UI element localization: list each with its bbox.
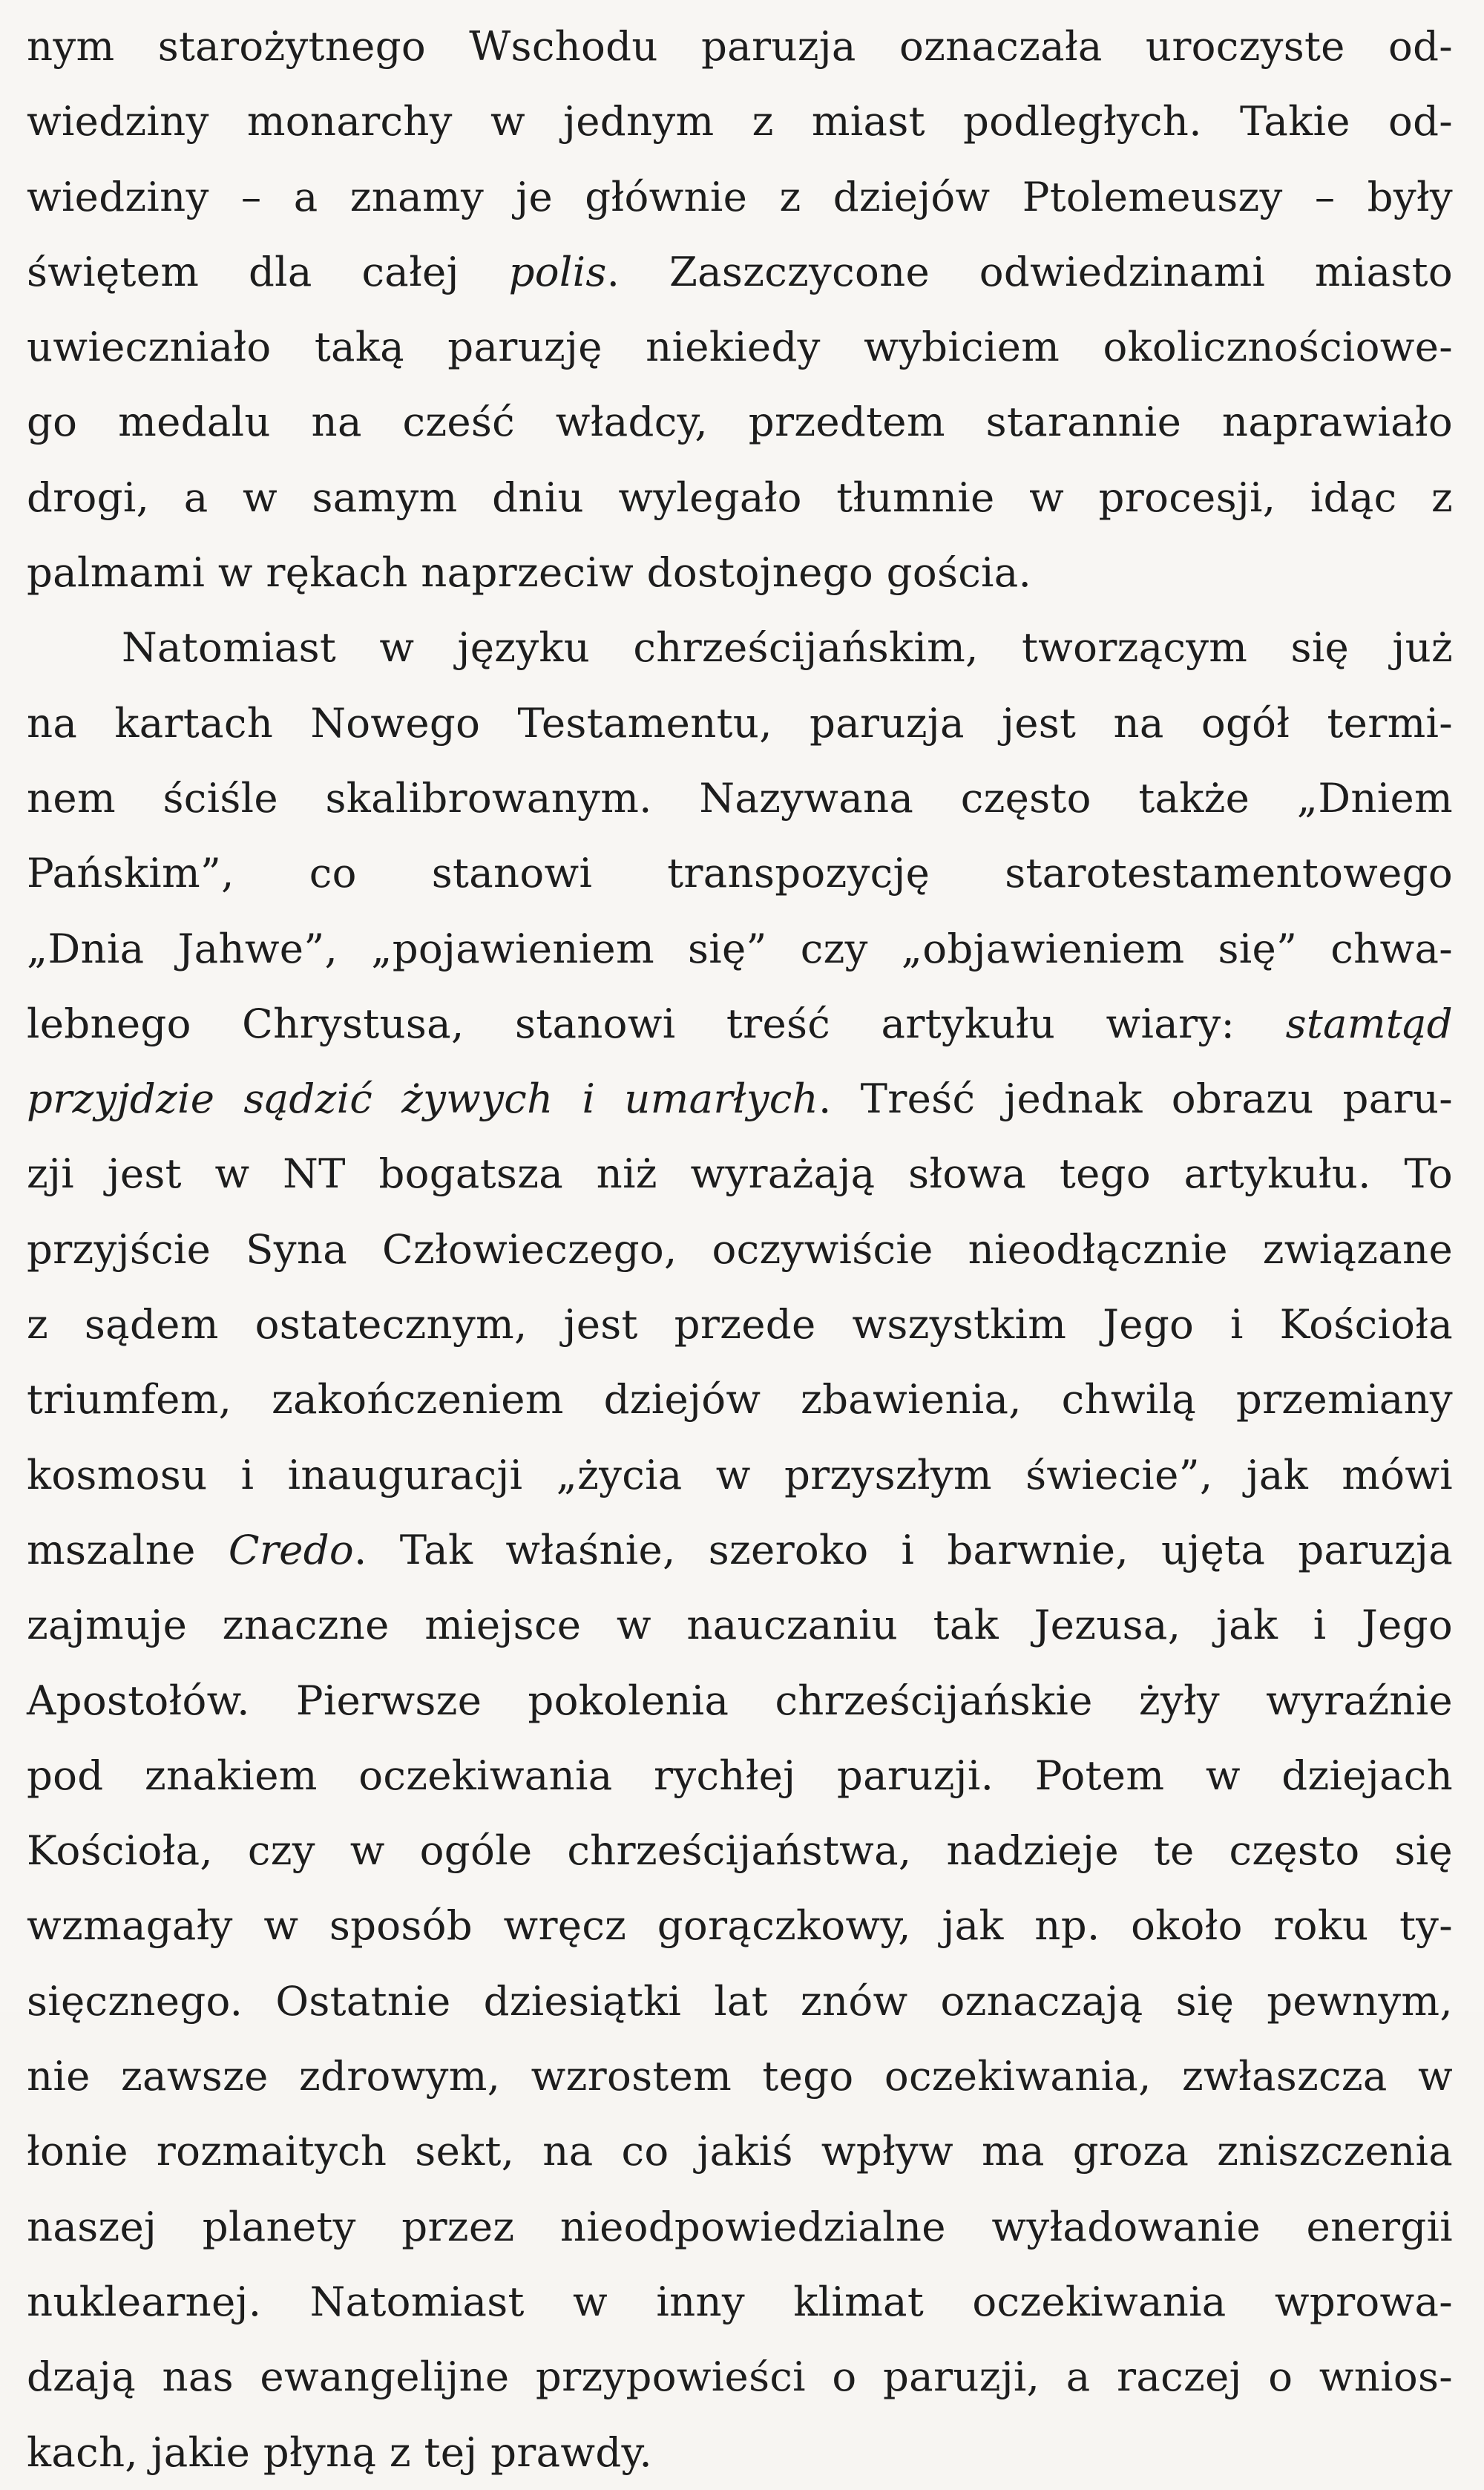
text-run: go medalu na cześć władcy, przedtem starannie naprawiało [27, 398, 1453, 446]
text-run: triumfem, zakończeniem dziejów zbawienia, chwilą przemiany [27, 1375, 1453, 1423]
text-run: nie zawsze zdrowym, wzrostem tego oczekiwania, zwłaszcza w [27, 2052, 1453, 2100]
text-run: wzmagały w sposób wręcz gorączkowy, jak np. około roku ty- [27, 1901, 1453, 1950]
text-run: wiedziny – a znamy je głównie z dziejów Ptolemeuszy – były [27, 172, 1453, 220]
italic-text: Credo [228, 1525, 355, 1573]
text-run: świętem dla całej [27, 247, 509, 295]
text-run: wiedziny monarchy w jednym z miast podległych. Takie od- [27, 97, 1453, 145]
text-run: nym starożytnego Wschodu paruzja oznaczała uroczyste od- [27, 22, 1453, 70]
text-line [27, 1738, 1453, 1813]
text-line [27, 836, 1453, 911]
text-line [27, 160, 1453, 235]
text-line [27, 2114, 1453, 2189]
text-run: mszalne [27, 1525, 229, 1573]
text-line [27, 1513, 1453, 1588]
text-line [27, 1136, 1453, 1211]
text-run: na kartach Nowego Testamentu, paruzja jest na ogół termi- [27, 698, 1453, 747]
text-line [27, 986, 1453, 1061]
text-line [27, 2264, 1453, 2339]
italic-text: przyjdzie sądzić żywych i umarłych [27, 1075, 819, 1123]
text-run: sięcznego. Ostatnie dziesiątki lat znów oznaczają się pewnym, [27, 1976, 1453, 2025]
text-line [27, 686, 1453, 761]
italic-text: polis [508, 247, 607, 295]
text-line [27, 384, 1453, 459]
text-run: nuklearnej. Natomiast w inny klimat oczekiwania wprowa- [27, 2277, 1453, 2325]
text-line [27, 610, 1453, 685]
paragraph [27, 610, 1453, 2489]
text-line [27, 2039, 1453, 2114]
text-run: naszej planety przez nieodpowiedzialne wyładowanie energii [27, 2202, 1453, 2250]
text-line [27, 1061, 1453, 1136]
text-line [27, 84, 1453, 159]
text-run: drogi, a w samym dniu wylegało tłumnie w procesji, idąc z [27, 473, 1453, 521]
text-run: kosmosu i inauguracji „życia w przyszłym świecie”, jak mówi [27, 1450, 1453, 1498]
text-line [27, 2339, 1453, 2414]
text-line [27, 2415, 1453, 2490]
text-run: kach, jakie płyną z tej prawdy. [27, 2428, 653, 2476]
text-run: Pańskim”, co stanowi transpozycję starotestamentowego [27, 849, 1453, 897]
text-run: . Tak właśnie, szeroko i barwnie, ujęta paruzja [354, 1525, 1453, 1573]
text-line [27, 2189, 1453, 2264]
text-line [27, 1438, 1453, 1513]
text-line [27, 1287, 1453, 1362]
text-run: z sądem ostatecznym, jest przede wszystkim Jego i Kościoła [27, 1300, 1453, 1349]
text-run: . Treść jednak obrazu paru- [818, 1075, 1454, 1123]
text-run: pod znakiem oczekiwania rychłej paruzji. Potem w dziejach [27, 1751, 1453, 1799]
text-run: Apostołów. Pierwsze pokolenia chrześcijańskie żyły wyraźnie [27, 1676, 1453, 1724]
text-line [27, 460, 1453, 535]
text-line [27, 309, 1453, 384]
text-run: . Zaszczycone odwiedzinami miasto [606, 247, 1453, 295]
text-run: uwieczniało taką paruzję niekiedy wybiciem okolicznościowe- [27, 323, 1453, 371]
text-line [27, 761, 1453, 836]
text-line [27, 1663, 1453, 1738]
italic-text: stamtąd [1285, 999, 1453, 1047]
text-line [27, 9, 1453, 84]
text-line [27, 535, 1453, 610]
text-line [27, 1362, 1453, 1437]
paragraph [27, 9, 1453, 610]
text-line [27, 235, 1453, 309]
text-line [27, 1813, 1453, 1888]
text-line [27, 1588, 1453, 1662]
text-run: zajmuje znaczne miejsce w nauczaniu tak Jezusa, jak i Jego [27, 1601, 1453, 1649]
text-run: palmami w rękach naprzeciw dostojnego gościa. [27, 548, 1032, 597]
text-run: dzają nas ewangelijne przypowieści o paruzji, a raczej o wnios- [27, 2353, 1453, 2401]
text-run: lebnego Chrystusa, stanowi treść artykułu wiary: [27, 999, 1286, 1047]
text-run: Natomiast w języku chrześcijańskim, tworzącym się już [122, 623, 1453, 672]
text-line [27, 1964, 1453, 2039]
text-run: „Dnia Jahwe”, „pojawieniem się” czy „objawieniem się” chwa- [27, 924, 1453, 972]
text-run: Kościoła, czy w ogóle chrześcijaństwa, nadzieje te często się [27, 1826, 1453, 1875]
text-run: łonie rozmaitych sekt, na co jakiś wpływ ma groza zniszczenia [27, 2127, 1453, 2175]
text-line [27, 911, 1453, 986]
text-run: zji jest w NT bogatsza niż wyrażają słowa tego artykułu. To [27, 1150, 1453, 1198]
text-run: przyjście Syna Człowieczego, oczywiście nieodłącznie związane [27, 1225, 1453, 1273]
body-text [27, 9, 1453, 2490]
text-run: nem ściśle skalibrowanym. Nazywana często także „Dniem [27, 773, 1453, 822]
text-line [27, 1212, 1453, 1287]
text-line [27, 1888, 1453, 1963]
